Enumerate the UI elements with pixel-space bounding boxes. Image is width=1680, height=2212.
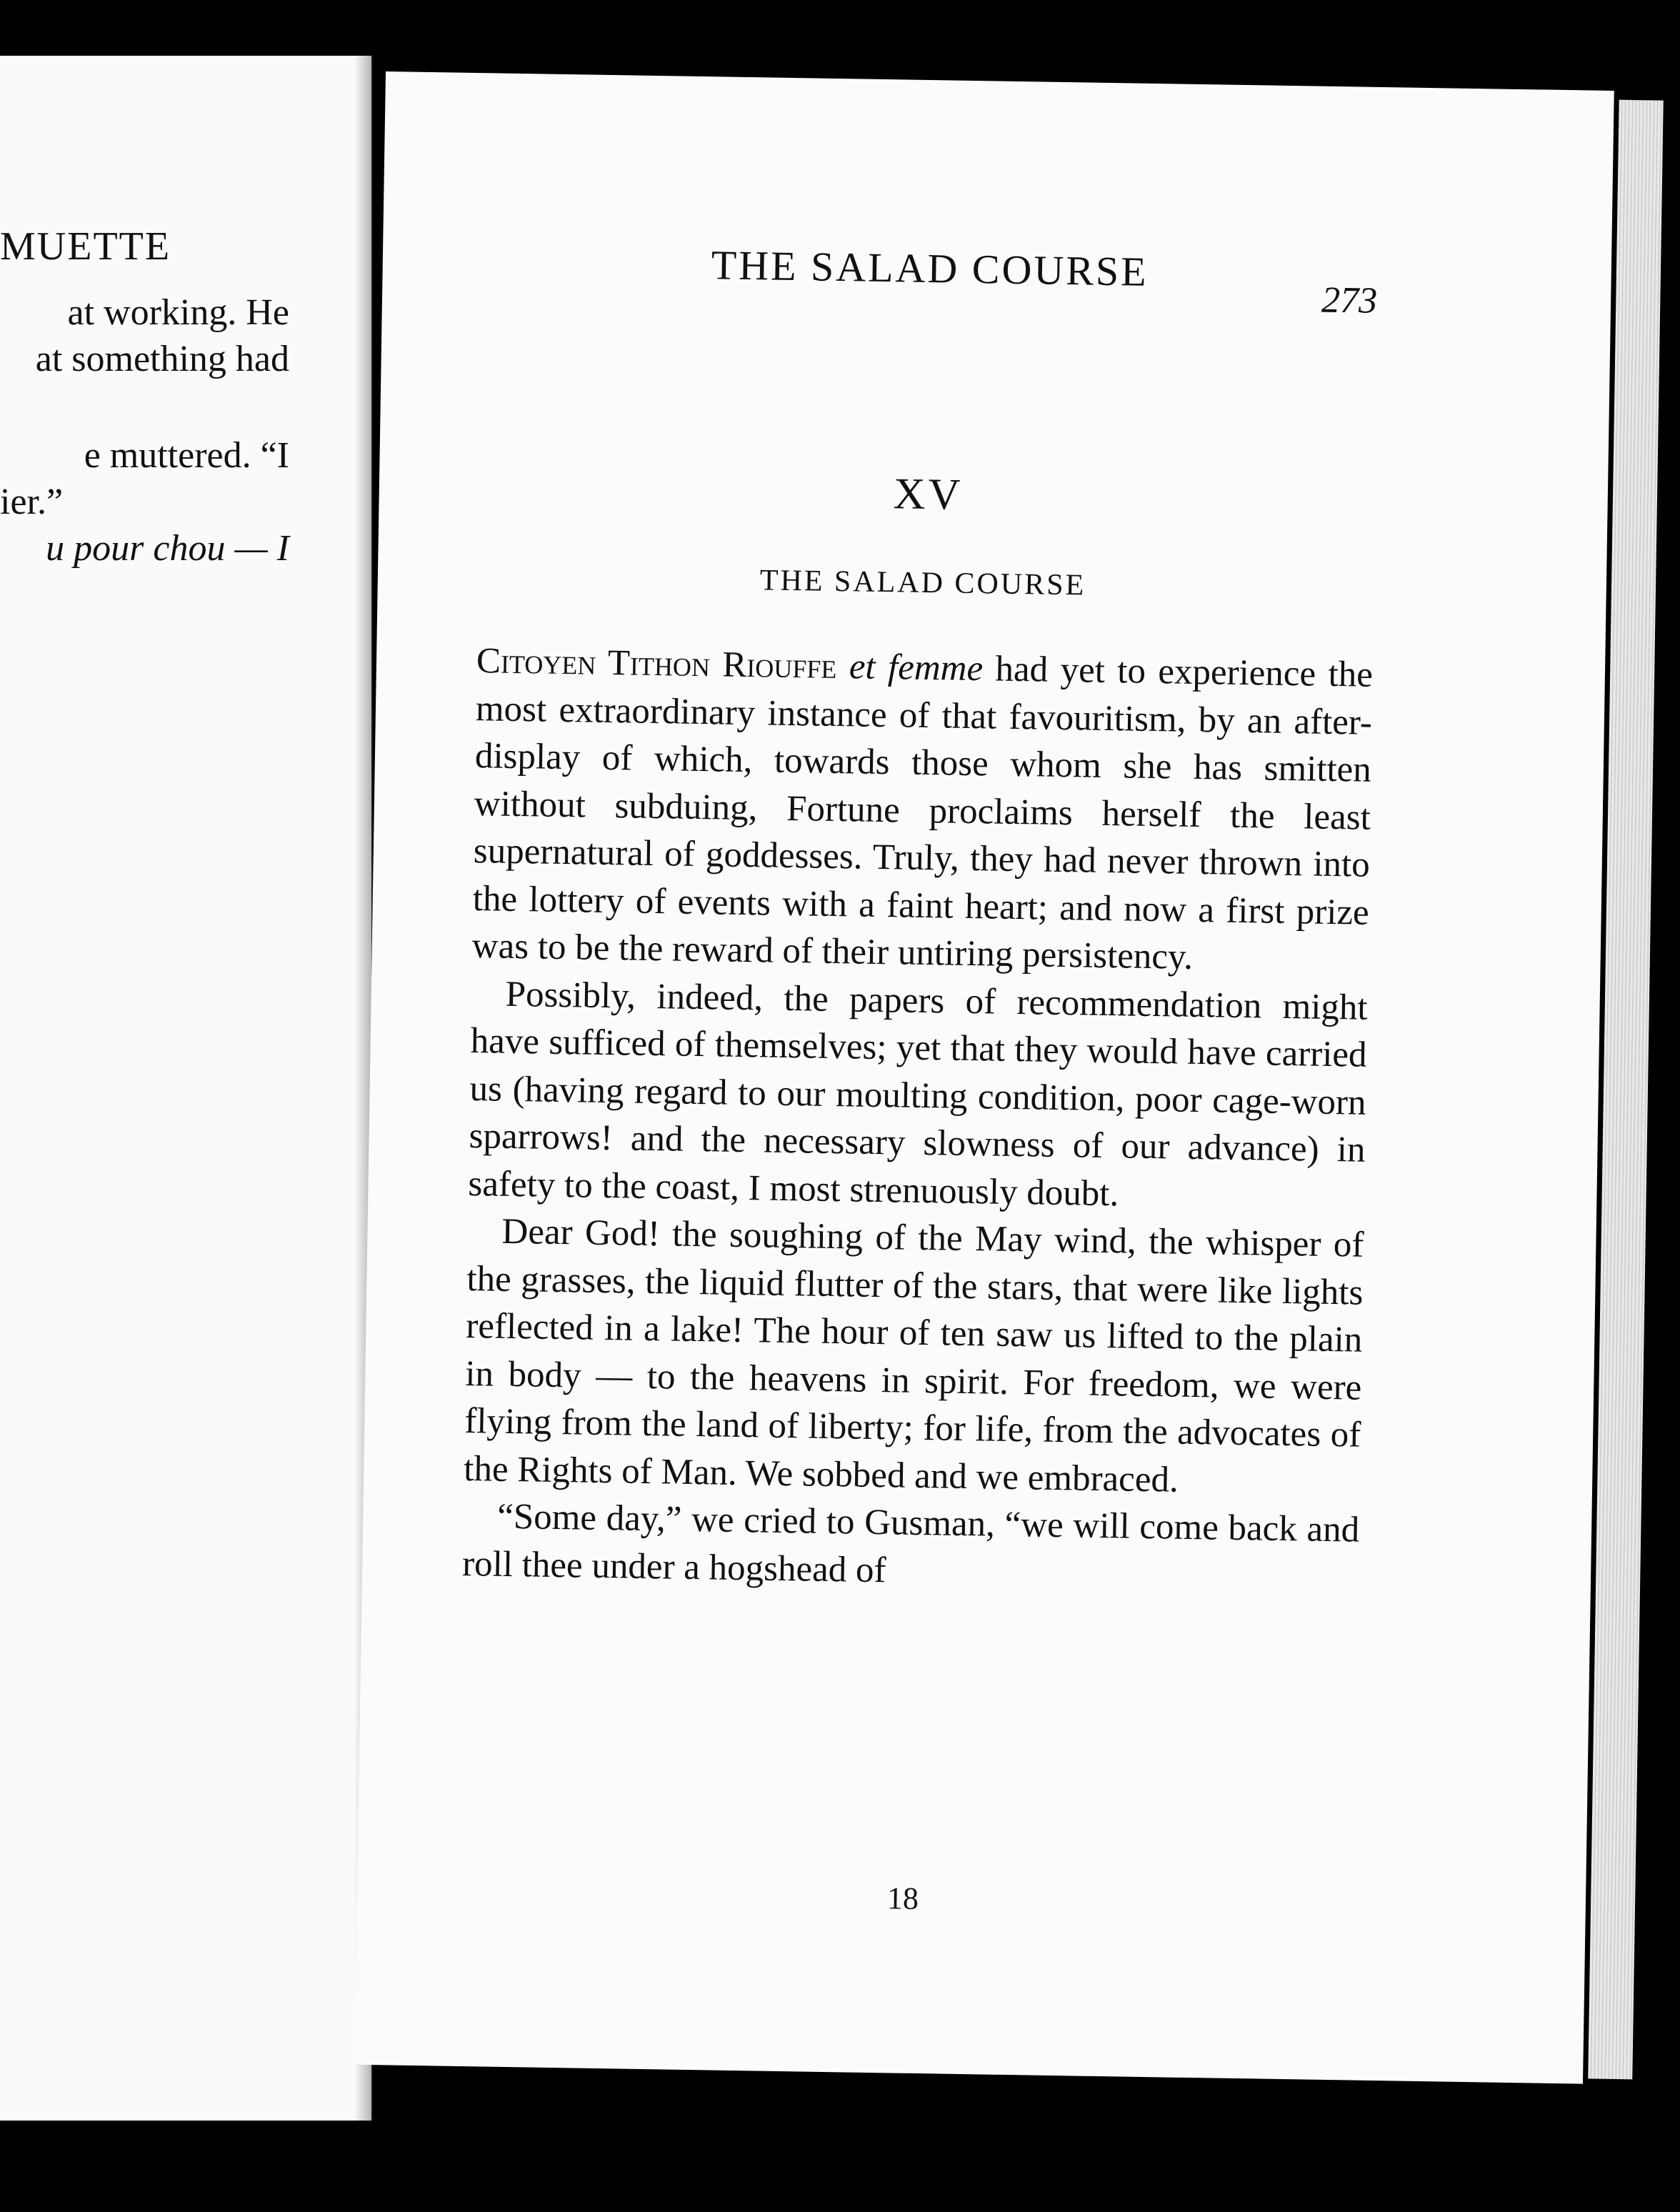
right-page	[354, 71, 1614, 2084]
left-line-2: at something had	[35, 339, 289, 379]
opening-italic: et femme	[849, 647, 984, 689]
opening-small-caps: Citoyen Tithon Riouffe	[476, 641, 837, 687]
paragraph-4: “Some day,” we cried to Gusman, “we will come back and roll thee under a hogshead of	[461, 1496, 1360, 1590]
left-page	[0, 56, 373, 2121]
chapter-number: XV	[893, 469, 964, 519]
page-number: 273	[1321, 279, 1378, 322]
signature-mark: 18	[886, 1880, 919, 1917]
paragraph-1	[471, 637, 1373, 984]
paragraph-2: Possibly, indeed, the papers of recommendation might have sufficed of themselves; yet that they would have carried us (having regard to our moulting condition, poor cage-worn sparrows! and the necessary slowness of our advance) in safety to the coast, I most strenuously doubt.	[468, 974, 1369, 1214]
paragraph-3: Dear God! the soughing of the May wind, the whisper of the grasses, the liquid flutter of the stars, that were like lights reflected in a lake! The hour of ten saw us lifted to the plain in body — to the heavens in spirit. For freedom, we were flying from the land of liberty; for life, from the advocates of the Rights of Man. We sobbed and we embraced.	[463, 1211, 1364, 1500]
chapter-title: THE SALAD COURSE	[759, 564, 1086, 602]
left-running-head: MUETTE	[0, 224, 171, 269]
left-line-5: u pour chou — I	[46, 528, 289, 569]
left-line-1: at working. He	[67, 292, 289, 333]
left-line-4: ier.”	[0, 482, 64, 522]
left-line-3: e muttered. “I	[84, 435, 289, 476]
running-head: THE SALAD COURSE	[711, 241, 1149, 295]
body-text	[462, 637, 1374, 1602]
paragraph-1-rest: had yet to experience the most extraordinary instance of that favouritism, by an after-display of which, towards those whom she has smitten without subduing, Fortune proclaims herself the least supernatural of goddesses. Truly, they had never thrown into the lottery of events with a faint heart; and now a first prize was to be the reward of their untiring persistency.	[471, 649, 1374, 977]
